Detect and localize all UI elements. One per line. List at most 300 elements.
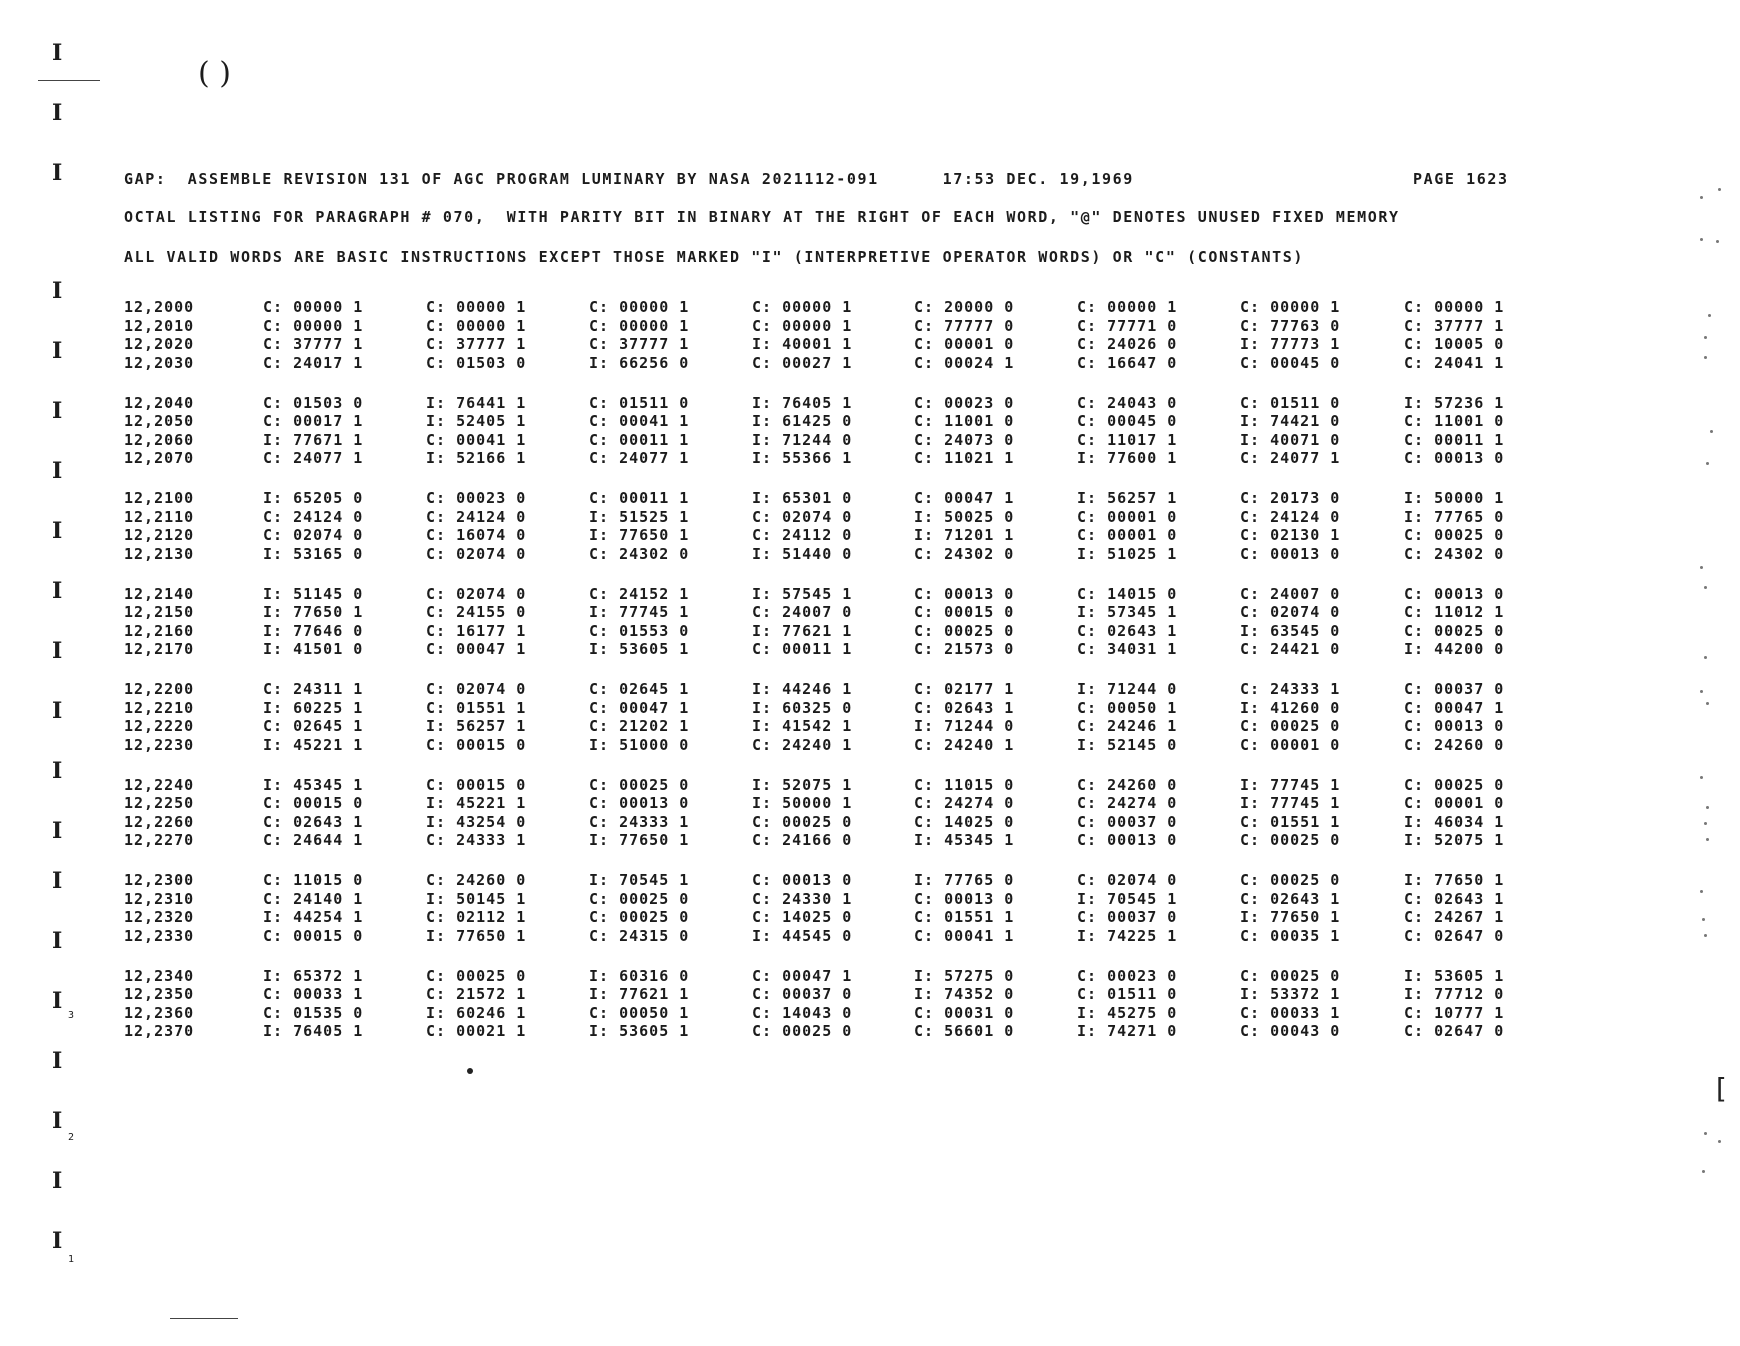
octal-word: C: 00025 0 <box>589 908 690 926</box>
octal-word: I: 53605 1 <box>589 1022 690 1040</box>
octal-word: I: 41501 0 <box>263 640 364 658</box>
octal-word: C: 24302 0 <box>914 544 1015 563</box>
octal-word: C: 24330 1 <box>752 889 853 908</box>
octal-word: C: 24073 0 <box>914 430 1015 449</box>
speck <box>1704 336 1707 339</box>
octal-word: C: 02643 1 <box>1404 889 1505 908</box>
listing-row <box>0 489 1740 507</box>
octal-word: C: 24311 1 <box>263 680 364 698</box>
octal-word: C: 24043 0 <box>1077 393 1178 412</box>
octal-word: C: 00000 1 <box>263 298 364 316</box>
speck <box>1702 918 1705 921</box>
octal-word: I: 74271 0 <box>1077 1022 1178 1040</box>
speck <box>1700 238 1703 241</box>
octal-word: C: 11015 0 <box>263 871 364 889</box>
listing-row <box>0 967 1740 985</box>
margin-tick: I <box>52 578 63 604</box>
octal-word: I: 60325 0 <box>752 698 853 717</box>
octal-word: C: 24026 0 <box>1077 335 1178 353</box>
octal-word: C: 11001 0 <box>1404 412 1505 430</box>
listing-row <box>0 354 1740 372</box>
octal-word: I: 52405 1 <box>426 412 527 430</box>
footnote-number: 2 <box>68 1132 75 1143</box>
octal-word: C: 00013 0 <box>914 889 1015 908</box>
octal-word: C: 01551 1 <box>1240 812 1341 831</box>
octal-word: I: 70545 1 <box>589 871 690 889</box>
octal-word: I: 41260 0 <box>1240 698 1341 717</box>
octal-word: C: 24644 1 <box>263 831 364 849</box>
speck <box>1704 1132 1707 1135</box>
octal-word: C: 00025 0 <box>752 812 853 831</box>
octal-word: I: 40071 0 <box>1240 430 1341 449</box>
octal-word: C: 00050 1 <box>1077 698 1178 717</box>
margin-tick: I <box>52 398 63 424</box>
octal-word: C: 00024 1 <box>914 353 1015 372</box>
octal-word: C: 37777 1 <box>263 335 364 353</box>
octal-word: I: 43254 0 <box>426 812 527 831</box>
octal-word: C: 24166 0 <box>752 831 853 849</box>
octal-word: C: 00000 1 <box>1404 298 1505 316</box>
octal-word: I: 51145 0 <box>263 584 364 603</box>
row-address: 12,2010 <box>124 316 195 335</box>
octal-word: C: 01503 0 <box>263 393 364 412</box>
octal-word: C: 01535 0 <box>263 1003 364 1022</box>
octal-word: I: 51525 1 <box>589 507 690 526</box>
octal-word: C: 00013 0 <box>1240 544 1341 563</box>
octal-word: C: 00045 0 <box>1077 412 1178 430</box>
octal-word: I: 77650 1 <box>426 926 527 945</box>
speck <box>1700 890 1703 893</box>
octal-word: C: 01511 0 <box>589 393 690 412</box>
listing-row <box>0 508 1740 526</box>
octal-word: C: 00023 0 <box>914 393 1015 412</box>
header-line-1: GAP: ASSEMBLE REVISION 131 OF AGC PROGRAM LUMINARY BY NASA 2021112-091 17:53 DEC. 19,1969 <box>124 170 1134 188</box>
row-address: 12,2300 <box>124 871 195 889</box>
margin-tick: I <box>52 638 63 664</box>
octal-word: I: 77650 1 <box>589 526 690 544</box>
row-address: 12,2050 <box>124 412 195 430</box>
octal-word: C: 00001 0 <box>1404 794 1505 812</box>
octal-word: I: 77712 0 <box>1404 985 1505 1003</box>
octal-word: C: 16177 1 <box>426 621 527 640</box>
octal-word: C: 21573 0 <box>914 640 1015 658</box>
octal-word: C: 24240 1 <box>752 735 853 754</box>
octal-word: I: 57345 1 <box>1077 603 1178 621</box>
octal-word: C: 00001 0 <box>1077 526 1178 544</box>
octal-word: C: 10005 0 <box>1404 335 1505 353</box>
row-address: 12,2240 <box>124 775 195 794</box>
octal-word: C: 21572 1 <box>426 985 527 1003</box>
octal-word: C: 00041 1 <box>589 412 690 430</box>
octal-word: C: 00013 0 <box>1404 584 1505 603</box>
octal-word: C: 37777 1 <box>1404 316 1505 335</box>
octal-word: I: 57275 0 <box>914 966 1015 985</box>
octal-word: C: 77777 0 <box>914 316 1015 335</box>
octal-word: C: 02112 1 <box>426 908 527 926</box>
listing-row <box>0 394 1740 412</box>
octal-word: I: 61425 0 <box>752 412 853 430</box>
octal-word: I: 57545 1 <box>752 584 853 603</box>
speck <box>1700 776 1703 779</box>
octal-word: I: 77621 1 <box>752 621 853 640</box>
octal-word: C: 24333 1 <box>426 831 527 849</box>
octal-word: I: 45275 0 <box>1077 1003 1178 1022</box>
listing-row <box>0 1022 1740 1040</box>
octal-word: I: 65301 0 <box>752 489 853 507</box>
octal-word: I: 44545 0 <box>752 926 853 945</box>
octal-word: C: 02643 1 <box>263 812 364 831</box>
octal-word: C: 24007 0 <box>1240 584 1341 603</box>
octal-word: I: 76405 1 <box>263 1022 364 1040</box>
bottom-rule <box>170 1318 238 1319</box>
listing-row <box>0 603 1740 621</box>
octal-word: I: 66256 0 <box>589 353 690 372</box>
octal-word: C: 02643 1 <box>1077 621 1178 640</box>
listing-row <box>0 526 1740 544</box>
octal-word: C: 24155 0 <box>426 603 527 621</box>
margin-tick: I <box>52 1108 63 1134</box>
octal-word: I: 53372 1 <box>1240 985 1341 1003</box>
row-address: 12,2310 <box>124 889 195 908</box>
octal-word: C: 00033 1 <box>263 985 364 1003</box>
octal-word: I: 60225 1 <box>263 698 364 717</box>
octal-word: C: 00025 0 <box>589 775 690 794</box>
octal-word: C: 00025 0 <box>914 621 1015 640</box>
octal-word: I: 74421 0 <box>1240 412 1341 430</box>
margin-tick: I <box>52 1228 63 1254</box>
speck <box>1710 430 1713 433</box>
octal-word: C: 24274 0 <box>1077 794 1178 812</box>
listing-row <box>0 776 1740 794</box>
octal-word: C: 00000 1 <box>589 316 690 335</box>
octal-word: C: 14043 0 <box>752 1003 853 1022</box>
row-address: 12,2340 <box>124 966 195 985</box>
octal-word: C: 24007 0 <box>752 603 853 621</box>
row-address: 12,2000 <box>124 298 195 316</box>
octal-word: C: 00025 0 <box>1404 621 1505 640</box>
row-address: 12,2110 <box>124 507 195 526</box>
margin-tick: I <box>52 1048 63 1074</box>
listing-row <box>0 1004 1740 1022</box>
margin-tick: I <box>52 338 63 364</box>
octal-word: I: 77765 0 <box>1404 507 1505 526</box>
octal-word: I: 44200 0 <box>1404 640 1505 658</box>
octal-word: C: 20173 0 <box>1240 489 1341 507</box>
octal-word: C: 14015 0 <box>1077 584 1178 603</box>
margin-tick: I <box>52 988 63 1014</box>
row-address: 12,2150 <box>124 603 195 621</box>
octal-word: C: 02074 0 <box>426 680 527 698</box>
octal-word: C: 24267 1 <box>1404 908 1505 926</box>
octal-word: I: 52075 1 <box>752 775 853 794</box>
margin-tick: I <box>52 818 63 844</box>
octal-word: C: 00013 0 <box>1077 831 1178 849</box>
octal-word: C: 34031 1 <box>1077 640 1178 658</box>
octal-word: C: 00027 1 <box>752 353 853 372</box>
octal-word: I: 70545 1 <box>1077 889 1178 908</box>
octal-word: C: 37777 1 <box>589 335 690 353</box>
octal-word: C: 21202 1 <box>589 717 690 735</box>
speck <box>1700 196 1703 199</box>
octal-word: C: 20000 0 <box>914 298 1015 316</box>
listing-row <box>0 794 1740 812</box>
octal-word: C: 02645 1 <box>589 680 690 698</box>
octal-word: I: 46034 1 <box>1404 812 1505 831</box>
octal-word: C: 00025 0 <box>1240 871 1341 889</box>
octal-word: C: 02177 1 <box>914 680 1015 698</box>
octal-word: C: 02074 0 <box>426 544 527 563</box>
octal-word: C: 00013 0 <box>1404 717 1505 735</box>
row-address: 12,2350 <box>124 985 195 1003</box>
octal-word: I: 51000 0 <box>589 735 690 754</box>
octal-word: I: 45345 1 <box>263 775 364 794</box>
octal-word: C: 00001 0 <box>1240 735 1341 754</box>
row-address: 12,2260 <box>124 812 195 831</box>
octal-word: I: 77745 1 <box>589 603 690 621</box>
octal-word: I: 44254 1 <box>263 908 364 926</box>
octal-word: I: 77773 1 <box>1240 335 1341 353</box>
octal-word: I: 55366 1 <box>752 449 853 467</box>
speck <box>1706 462 1709 465</box>
octal-word: C: 37777 1 <box>426 335 527 353</box>
octal-word: C: 77763 0 <box>1240 316 1341 335</box>
octal-word: C: 00050 1 <box>589 1003 690 1022</box>
octal-word: I: 77650 1 <box>589 831 690 849</box>
row-address: 12,2170 <box>124 640 195 658</box>
speck <box>1700 566 1703 569</box>
row-address: 12,2230 <box>124 735 195 754</box>
listing-row <box>0 927 1740 945</box>
footnote-number: 3 <box>68 1010 75 1021</box>
octal-word: I: 63545 0 <box>1240 621 1341 640</box>
row-address: 12,2040 <box>124 393 195 412</box>
octal-word: I: 53605 1 <box>589 640 690 658</box>
octal-word: C: 24302 0 <box>1404 544 1505 563</box>
octal-word: C: 10777 1 <box>1404 1003 1505 1022</box>
octal-word: C: 11015 0 <box>914 775 1015 794</box>
listing-row <box>0 449 1740 467</box>
octal-word: C: 11021 1 <box>914 449 1015 467</box>
octal-word: I: 56257 1 <box>1077 489 1178 507</box>
octal-word: C: 02074 0 <box>752 507 853 526</box>
margin-tick: I <box>52 758 63 784</box>
octal-word: C: 11017 1 <box>1077 430 1178 449</box>
octal-word: I: 71201 1 <box>914 526 1015 544</box>
octal-word: C: 00031 0 <box>914 1003 1015 1022</box>
listing-row <box>0 622 1740 640</box>
speck <box>1704 822 1707 825</box>
octal-word: C: 02643 1 <box>1240 889 1341 908</box>
octal-word: C: 24077 1 <box>1240 449 1341 467</box>
octal-word: C: 00013 0 <box>589 794 690 812</box>
octal-word: I: 44246 1 <box>752 680 853 698</box>
octal-word: I: 52145 0 <box>1077 735 1178 754</box>
octal-word: C: 24124 0 <box>263 507 364 526</box>
octal-word: C: 00015 0 <box>426 775 527 794</box>
margin-tick: I <box>52 160 63 186</box>
octal-word: I: 45345 1 <box>914 831 1015 849</box>
octal-word: C: 00037 0 <box>1077 812 1178 831</box>
octal-word: I: 52075 1 <box>1404 831 1505 849</box>
octal-word: C: 02130 1 <box>1240 526 1341 544</box>
octal-word: C: 00043 0 <box>1240 1022 1341 1040</box>
listing-row <box>0 908 1740 926</box>
row-address: 12,2020 <box>124 335 195 353</box>
row-address: 12,2370 <box>124 1022 195 1040</box>
octal-word: C: 00047 1 <box>752 966 853 985</box>
octal-word: C: 02074 0 <box>1240 603 1341 621</box>
octal-word: I: 40001 1 <box>752 335 853 353</box>
row-address: 12,2270 <box>124 831 195 849</box>
octal-word: I: 76441 1 <box>426 393 527 412</box>
octal-word: C: 00013 0 <box>1404 449 1505 467</box>
octal-word: C: 00025 0 <box>1240 717 1341 735</box>
octal-word: I: 65205 0 <box>263 489 364 507</box>
margin-tick: I <box>52 100 63 126</box>
octal-word: I: 71244 0 <box>752 430 853 449</box>
octal-word: I: 60246 1 <box>426 1003 527 1022</box>
octal-word: C: 00047 1 <box>426 640 527 658</box>
row-address: 12,2320 <box>124 908 195 926</box>
listing-row <box>0 985 1740 1003</box>
speck <box>1704 356 1707 359</box>
octal-word: I: 41542 1 <box>752 717 853 735</box>
listing-row <box>0 431 1740 449</box>
octal-word: I: 50000 1 <box>1404 489 1505 507</box>
octal-word: C: 01511 0 <box>1077 985 1178 1003</box>
row-address: 12,2030 <box>124 353 195 372</box>
octal-word: C: 01551 1 <box>426 698 527 717</box>
speck <box>1704 656 1707 659</box>
octal-word: I: 57236 1 <box>1404 393 1505 412</box>
octal-word: C: 02643 1 <box>914 698 1015 717</box>
octal-word: C: 00015 0 <box>263 926 364 945</box>
speck <box>1718 188 1721 191</box>
octal-word: I: 52166 1 <box>426 449 527 467</box>
octal-word: I: 50145 1 <box>426 889 527 908</box>
row-address: 12,2220 <box>124 717 195 735</box>
octal-word: I: 74225 1 <box>1077 926 1178 945</box>
margin-tick: I <box>52 40 63 66</box>
octal-word: C: 00001 0 <box>1077 507 1178 526</box>
octal-word: C: 00017 1 <box>263 412 364 430</box>
octal-word: C: 24152 1 <box>589 584 690 603</box>
octal-word: I: 77745 1 <box>1240 794 1341 812</box>
speck <box>1700 690 1703 693</box>
listing-row <box>0 717 1740 735</box>
octal-word: I: 45221 1 <box>263 735 364 754</box>
octal-word: C: 00047 1 <box>1404 698 1505 717</box>
octal-word: C: 24274 0 <box>914 794 1015 812</box>
right-margin-bracket: [ <box>1712 1072 1729 1105</box>
octal-word: C: 00023 0 <box>1077 966 1178 985</box>
octal-word: C: 00015 0 <box>263 794 364 812</box>
octal-word: I: 77650 1 <box>1404 871 1505 889</box>
octal-word: C: 24421 0 <box>1240 640 1341 658</box>
octal-word: C: 00033 1 <box>1240 1003 1341 1022</box>
speck <box>1708 314 1711 317</box>
listing-row <box>0 545 1740 563</box>
listing-row <box>0 317 1740 335</box>
row-address: 12,2100 <box>124 489 195 507</box>
octal-word: C: 77771 0 <box>1077 316 1178 335</box>
listing-row <box>0 813 1740 831</box>
octal-word: C: 00025 0 <box>1404 775 1505 794</box>
row-address: 12,2360 <box>124 1003 195 1022</box>
margin-tick: I <box>52 868 63 894</box>
octal-word: C: 24017 1 <box>263 353 364 372</box>
octal-word: I: 74352 0 <box>914 985 1015 1003</box>
octal-word: I: 71244 0 <box>914 717 1015 735</box>
margin-tick: I <box>52 1168 63 1194</box>
octal-word: C: 02074 0 <box>263 526 364 544</box>
octal-word: C: 01551 1 <box>914 908 1015 926</box>
row-address: 12,2330 <box>124 926 195 945</box>
octal-word: I: 77650 1 <box>1240 908 1341 926</box>
octal-word: C: 11001 0 <box>914 412 1015 430</box>
octal-word: I: 45221 1 <box>426 794 527 812</box>
octal-word: C: 00025 0 <box>426 966 527 985</box>
listing-row <box>0 699 1740 717</box>
row-address: 12,2130 <box>124 544 195 563</box>
speck <box>1706 702 1709 705</box>
speck <box>1702 1170 1705 1173</box>
octal-word: C: 24112 0 <box>752 526 853 544</box>
octal-word: C: 24077 1 <box>263 449 364 467</box>
listing-row <box>0 680 1740 698</box>
octal-word: I: 53605 1 <box>1404 966 1505 985</box>
octal-word: C: 24302 0 <box>589 544 690 563</box>
octal-word: I: 71244 0 <box>1077 680 1178 698</box>
octal-word: C: 00025 0 <box>1240 966 1341 985</box>
speck <box>1704 934 1707 937</box>
octal-word: C: 00041 1 <box>426 430 527 449</box>
octal-word: C: 24260 0 <box>426 871 527 889</box>
octal-word: C: 02647 0 <box>1404 1022 1505 1040</box>
octal-word: C: 00023 0 <box>426 489 527 507</box>
octal-word: C: 16074 0 <box>426 526 527 544</box>
octal-word: C: 24140 1 <box>263 889 364 908</box>
octal-word: C: 00037 0 <box>752 985 853 1003</box>
octal-word: C: 00015 0 <box>426 735 527 754</box>
margin-rule <box>38 80 100 81</box>
octal-word: C: 00013 0 <box>752 871 853 889</box>
octal-word: C: 00035 1 <box>1240 926 1341 945</box>
octal-word: C: 24041 1 <box>1404 353 1505 372</box>
octal-word: C: 24333 1 <box>1240 680 1341 698</box>
octal-word: C: 14025 0 <box>914 812 1015 831</box>
octal-word: C: 02074 0 <box>426 584 527 603</box>
octal-word: C: 24260 0 <box>1077 775 1178 794</box>
octal-word: I: 77650 1 <box>263 603 364 621</box>
octal-word: I: 51025 1 <box>1077 544 1178 563</box>
octal-word: C: 00013 0 <box>914 584 1015 603</box>
octal-word: I: 53165 0 <box>263 544 364 563</box>
speck <box>1716 240 1719 243</box>
speck <box>1704 586 1707 589</box>
row-address: 12,2250 <box>124 794 195 812</box>
row-address: 12,2160 <box>124 621 195 640</box>
row-address: 12,2140 <box>124 584 195 603</box>
listing-row <box>0 736 1740 754</box>
speck <box>1706 806 1709 809</box>
row-address: 12,2120 <box>124 526 195 544</box>
octal-word: C: 02645 1 <box>263 717 364 735</box>
octal-word: C: 00000 1 <box>1077 298 1178 316</box>
speck <box>1706 838 1709 841</box>
octal-word: C: 00000 1 <box>752 316 853 335</box>
octal-word: I: 56257 1 <box>426 717 527 735</box>
